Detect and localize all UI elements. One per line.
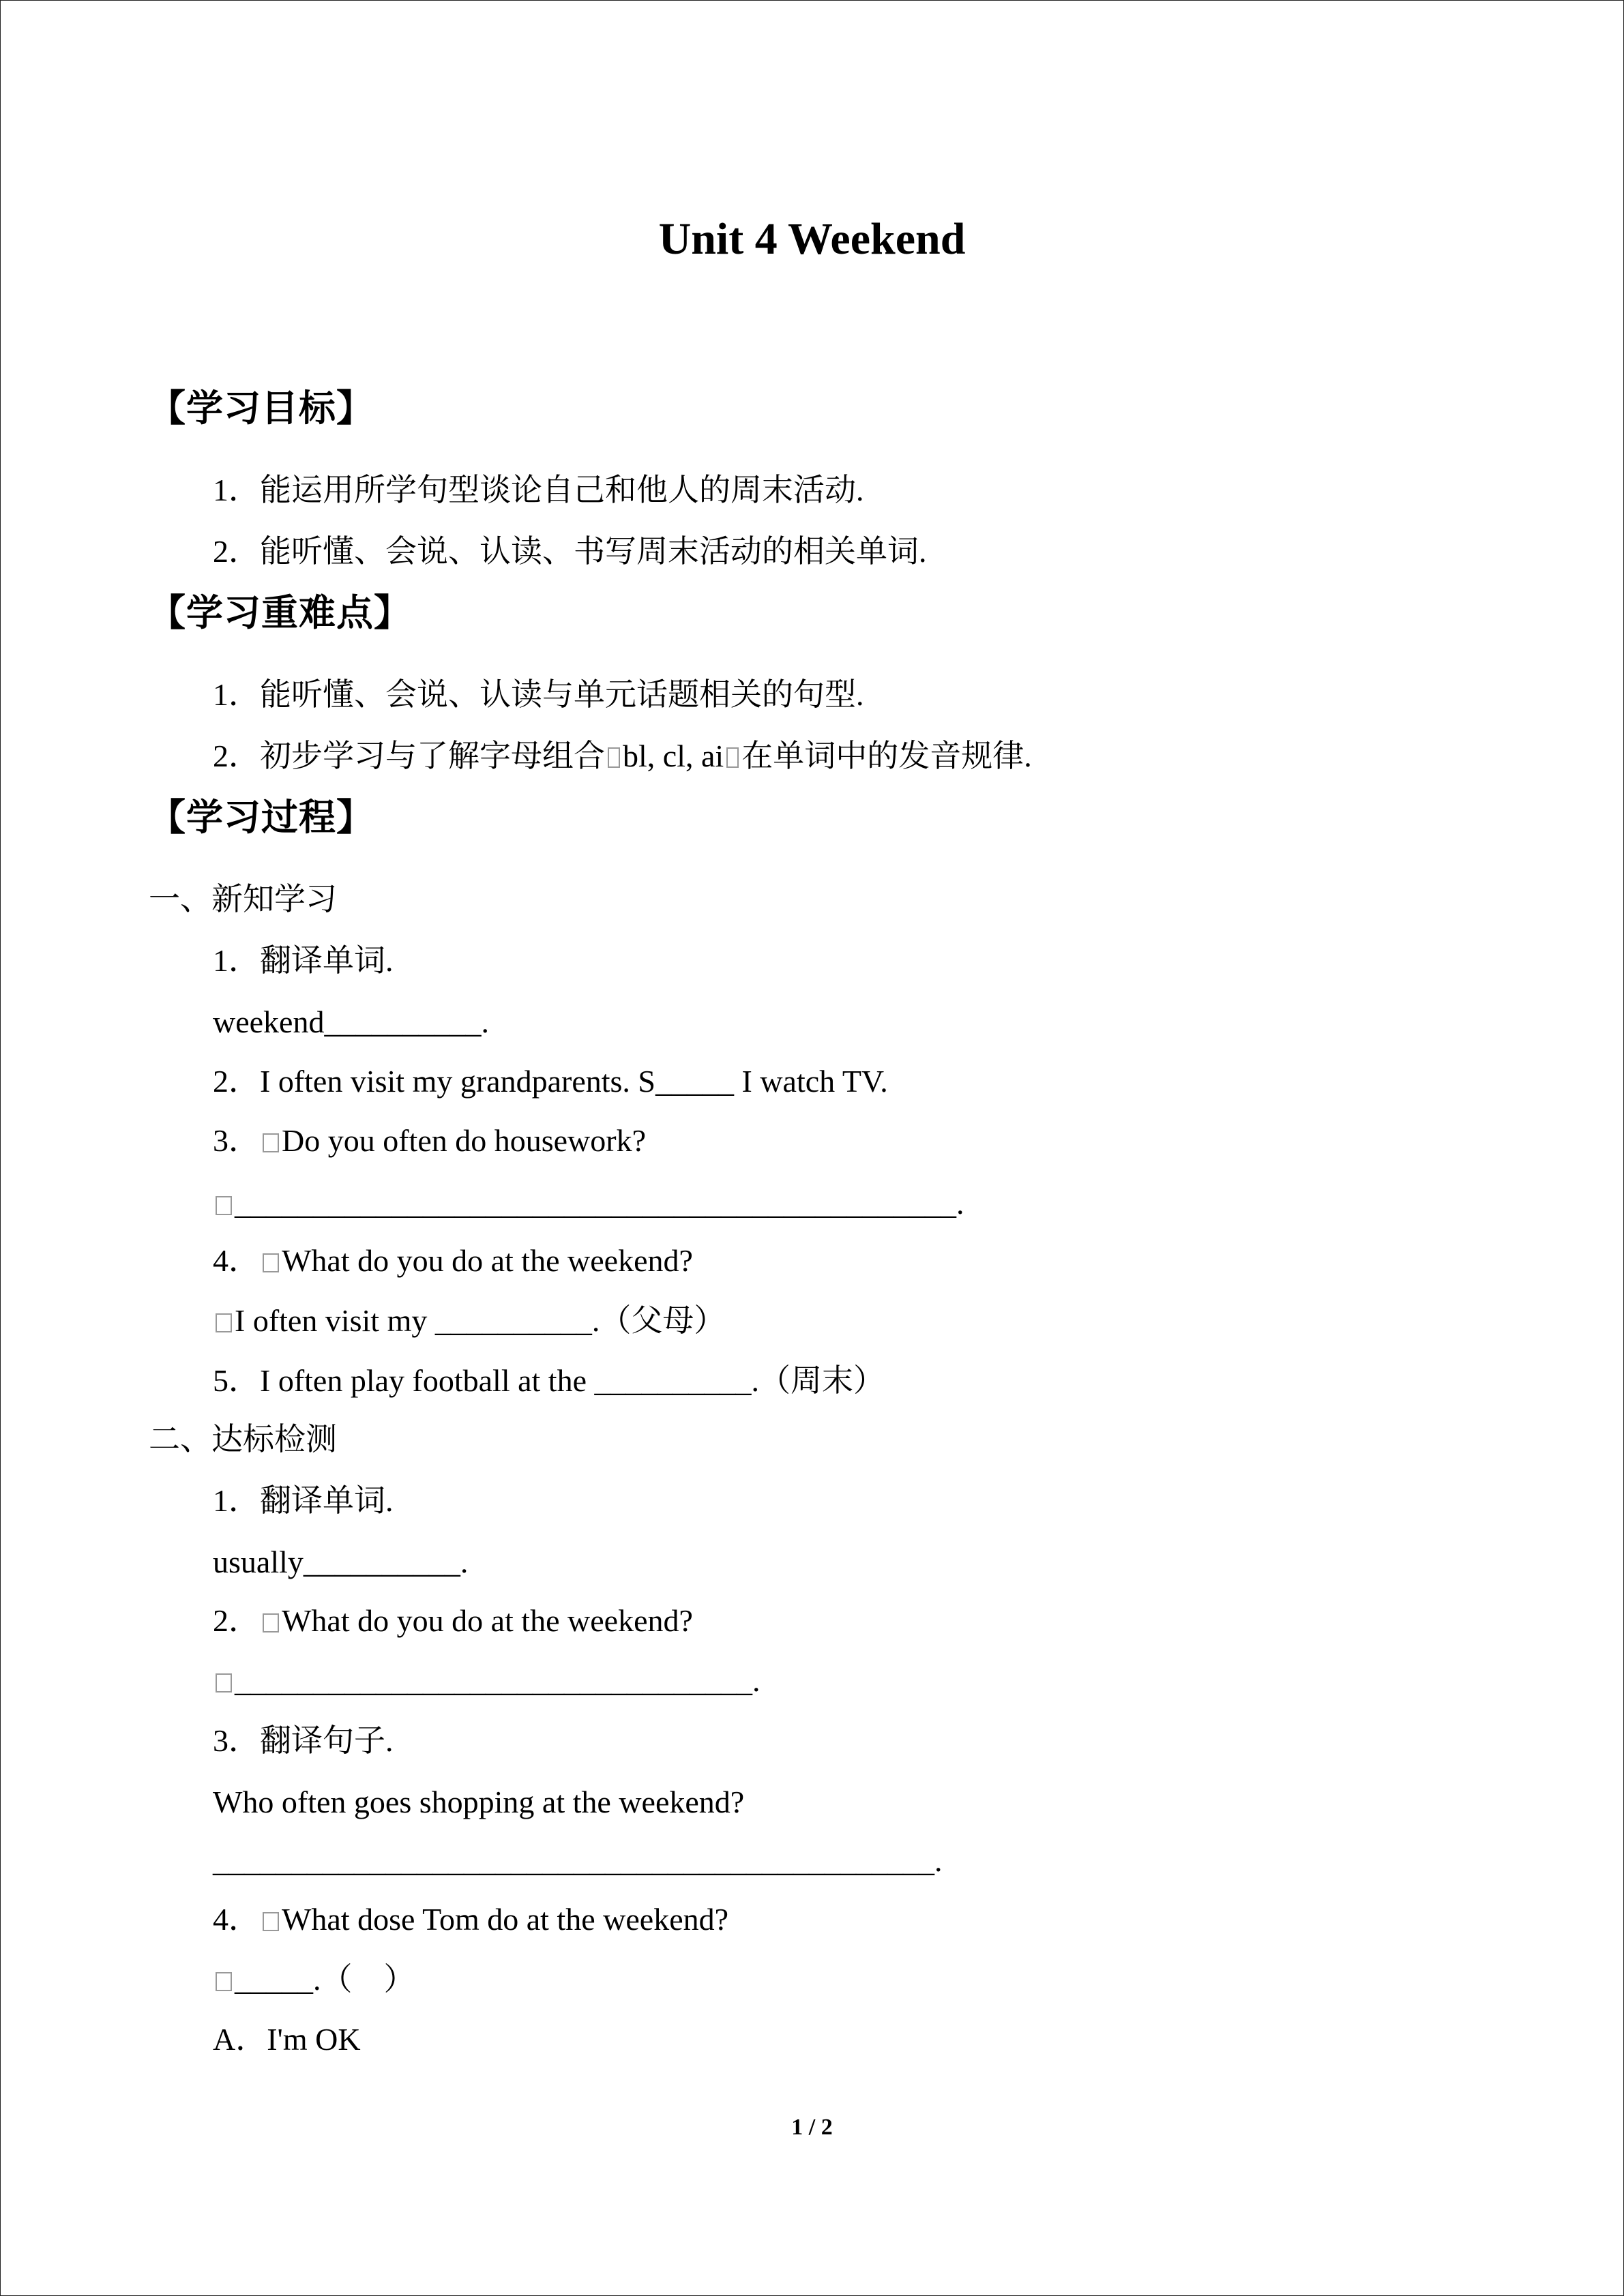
page-title: Unit 4 Weekend xyxy=(658,214,966,264)
goals-heading: 【学习目标】 xyxy=(149,387,374,430)
page-number: 1 / 2 xyxy=(791,2115,833,2140)
part2-q2-answer-line: _________________________________. xyxy=(235,1663,761,1698)
part1-q5: 5．I often play football at the __________.（周末） xyxy=(213,1363,885,1398)
part1-q3-answer-line: ______________________________________________. xyxy=(235,1186,964,1221)
part2-q1-label: 1．翻译单词. xyxy=(213,1483,394,1518)
goal-item-2: 2．能听懂、会说、认读、书写周末活动的相关单词. xyxy=(213,534,927,569)
missing-glyph-icon xyxy=(726,747,739,768)
part1-q4-answer xyxy=(213,1305,725,1337)
key-points-heading: 【学习重难点】 xyxy=(149,591,411,634)
key-point-item-2 xyxy=(213,741,1032,772)
part1-q3-question: Do you often do housework? xyxy=(282,1123,647,1158)
missing-glyph-icon xyxy=(263,1912,279,1931)
part2-q4-option-a: A．I'm OK xyxy=(213,2022,361,2057)
missing-glyph-icon xyxy=(263,1253,279,1272)
part1-q3-answer xyxy=(213,1188,964,1219)
missing-glyph-icon xyxy=(608,747,620,768)
part2-q4 xyxy=(213,1904,728,1935)
part2-q1-word: usually__________. xyxy=(213,1545,469,1579)
part1-q1-word: weekend__________. xyxy=(213,1004,489,1039)
key-point-item-2-prefix: 2．初步学习与了解字母组合 xyxy=(213,739,605,773)
part2-q2-number: 2． xyxy=(213,1603,260,1638)
process-heading: 【学习过程】 xyxy=(149,796,374,839)
goal-item-1: 1．能运用所学句型谈论自己和他人的周末活动. xyxy=(213,473,864,507)
missing-glyph-icon xyxy=(216,1196,232,1215)
missing-glyph-icon xyxy=(263,1613,279,1632)
letter-combination: bl, cl, ai xyxy=(623,739,724,773)
missing-glyph-icon xyxy=(216,1673,232,1693)
part2-q2-question: What do you do at the weekend? xyxy=(282,1603,693,1638)
part1-q1-label: 1．翻译单词. xyxy=(213,943,394,978)
part1-q4-answer-text: I often visit my __________.（父母） xyxy=(235,1303,726,1338)
part1-q3-number: 3． xyxy=(213,1123,260,1158)
key-point-item-1: 1．能听懂、会说、认读与单元话题相关的句型. xyxy=(213,677,864,712)
part1-heading: 一、新知学习 xyxy=(149,882,337,916)
part1-q3 xyxy=(213,1125,646,1157)
missing-glyph-icon xyxy=(216,1313,232,1332)
missing-glyph-icon xyxy=(263,1133,279,1152)
part1-q4-question: What do you do at the weekend? xyxy=(282,1243,693,1278)
part2-q3-sentence: Who often goes shopping at the weekend? xyxy=(213,1785,745,1819)
part2-q4-question: What dose Tom do at the weekend? xyxy=(282,1902,729,1937)
part2-heading: 二、达标检测 xyxy=(149,1422,337,1457)
part2-q4-number: 4． xyxy=(213,1902,260,1937)
missing-glyph-icon xyxy=(216,1972,232,1991)
part1-q4 xyxy=(213,1245,693,1277)
part2-q3-answer-line: ______________________________________________. xyxy=(213,1843,943,1878)
part2-q3-label: 3．翻译句子. xyxy=(213,1723,394,1758)
part1-q4-number: 4． xyxy=(213,1243,260,1278)
part1-q2: 2．I often visit my grandparents. S_____ I watch TV. xyxy=(213,1064,888,1099)
part2-q2 xyxy=(213,1605,693,1637)
key-point-item-2-suffix: 在单词中的发音规律. xyxy=(741,739,1032,773)
part2-q4-answer-text: _____.（ ） xyxy=(235,1962,415,1997)
part2-q2-answer xyxy=(213,1665,761,1697)
part2-q4-answer xyxy=(213,1964,415,1995)
